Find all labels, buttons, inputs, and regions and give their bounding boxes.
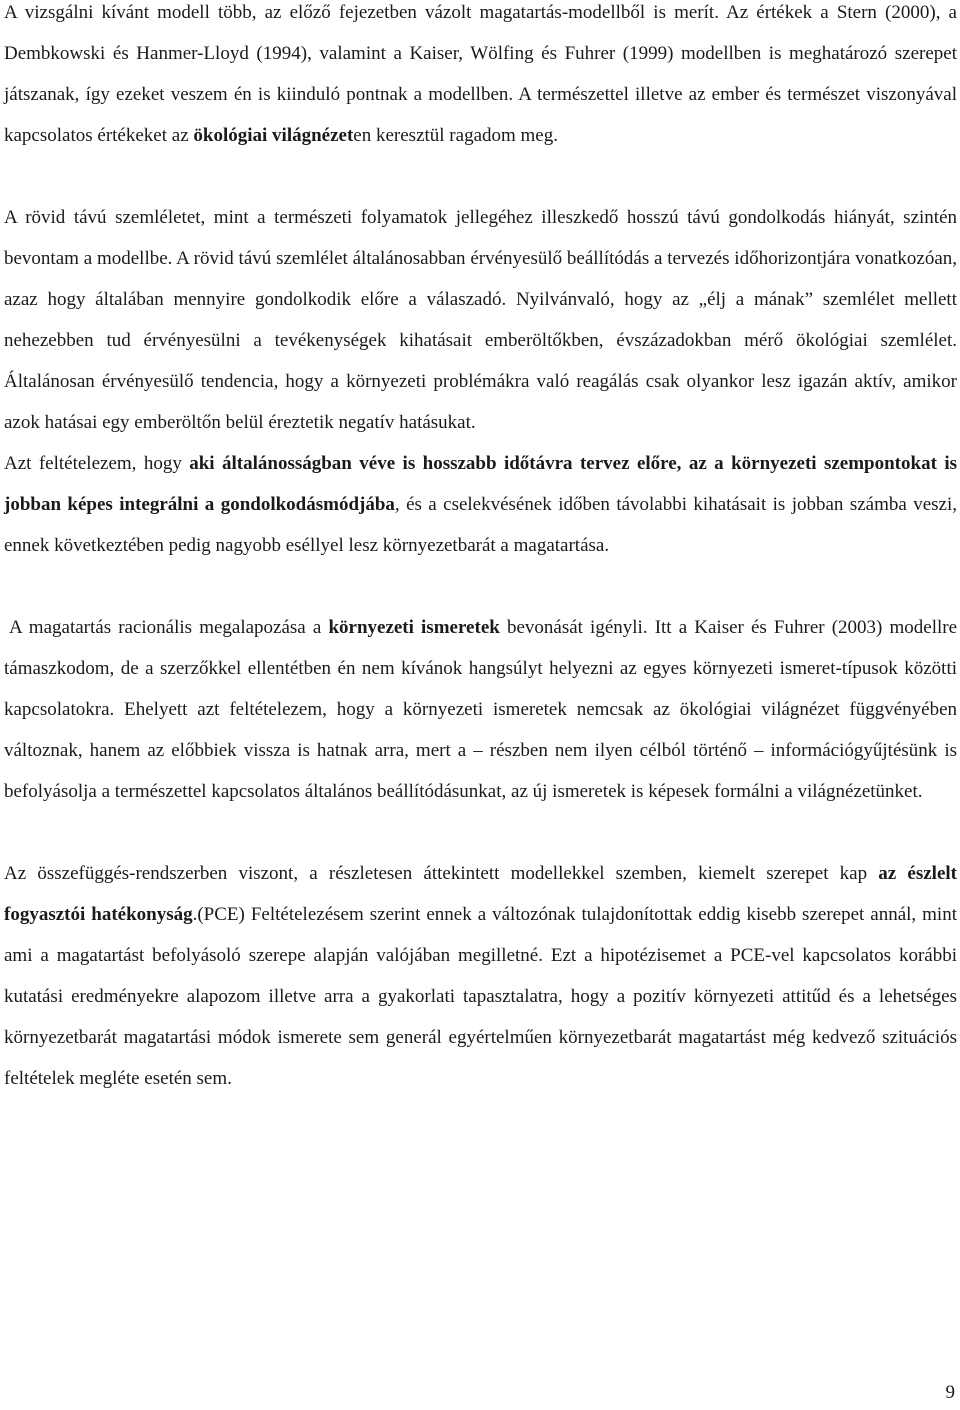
page-number: 9 <box>945 1382 955 1403</box>
paragraph-hypothesis-planning <box>4 443 957 566</box>
text-segment: A magatartás racionális megalapozása a <box>9 617 329 638</box>
bold-term-ecological-worldview: ökológiai világnézet <box>193 125 354 146</box>
text-segment: A vizsgálni kívánt modell több, az előző fejezetben vázolt magatartás-modellből is merít. Az értékek a Stern (2000), a Dembkowski és Hanmer-Lloyd (1994), valamint a Kaiser, Wölfing és Fuhrer (1999) modellben is meghatározó szerepet játszanak, így ezeket veszem én is kiinduló pontnak a modellben. A természettel illetve az ember és természet viszonyával kapcsolatos értékeket az <box>4 2 957 146</box>
document-page <box>4 0 957 1099</box>
paragraph-environmental-knowledge <box>4 607 957 812</box>
text-segment: Az összefüggés-rendszerben viszont, a részletesen áttekintett modellekkel szemben, kiemelt szerepet kap <box>4 863 879 884</box>
text-segment: A rövid távú szemléletet, mint a természeti folyamatok jellegéhez illeszkedő hosszú távú gondolkodás hiányát, szintén bevontam a modellbe. A rövid távú szemlélet általánosabban érvényesülő beállítódás a tervezés időhorizontjára vonatkozóan, azaz hogy általában mennyire gondolkodik előre a válaszadó. Nyilvánvaló, hogy az „élj a mának” szemlélet mellett nehezebben tud érvényesülni a tevékenységek kihatásait emberöltőkben, évszázadokban mérő ökológiai szemlélet. Általánosan érvényesülő tendencia, hogy a környezeti problémákra való reagálás csak olyankor lesz igazán aktív, amikor azok hatásai egy emberöltőn belül éreztetik negatív hatásukat. <box>4 207 957 433</box>
bold-term-pce: az észlelt fogyasztói hatékonyság <box>4 863 957 925</box>
bold-term-environmental-knowledge: környezeti ismeretek <box>328 617 500 638</box>
text-segment: en keresztül ragadom meg. <box>353 125 558 146</box>
paragraph-perceived-consumer-effectiveness <box>4 853 957 1099</box>
text-segment: bevonását igényli. Itt a Kaiser és Fuhrer (2003) modellre támaszkodom, de a szerzőkkel ellentétben én nem kívánok hangsúlyt helyezni az egyes környezeti ismeret-típusok közötti kapcsolatokra. Ehelyett azt feltételezem, hogy a környezeti ismeretek nemcsak az ökológiai világnézet függvényében változnak, hanem az előbbiek vissza is hatnak arra, mert a – részben nem ilyen célból történő – információgyűjtésünk is befolyásolja a természettel kapcsolatos általános beállítódásunkat, az új ismeretek is képesek formálni a világnézetünket. <box>4 617 958 802</box>
text-segment: Azt feltételezem, hogy <box>4 453 190 474</box>
paragraph-model-values <box>4 0 957 156</box>
paragraph-short-term-view <box>4 197 957 443</box>
text-segment: .(PCE) Feltételezésem szerint ennek a változónak tulajdonítottak eddig kisebb szerepet annál, mint ami a magatartást befolyásoló szerepe alapján valójában megilletné. Ezt a hipotézisemet a PCE-vel kapcsolatos korábbi kutatási eredményekre alapozom illetve arra a gyakorlati tapasztalatra, hogy a pozitív környezeti attitűd és a lehetséges környezetbarát magatartási módok ismerete sem generál egyértelműen környezetbarát magatartást még kedvező szituációs feltételek megléte esetén sem. <box>4 904 957 1089</box>
text-segment: , és a cselekvésének időben távolabbi kihatásait is jobban számba veszi, ennek következtében pedig nagyobb eséllyel lesz környezetbarát a magatartása. <box>4 494 957 556</box>
bold-hypothesis-statement: aki általánosságban véve is hosszabb időtávra tervez előre, az a környezeti szempontokat is jobban képes integrálni a gondolkodásmódjába <box>4 453 957 515</box>
